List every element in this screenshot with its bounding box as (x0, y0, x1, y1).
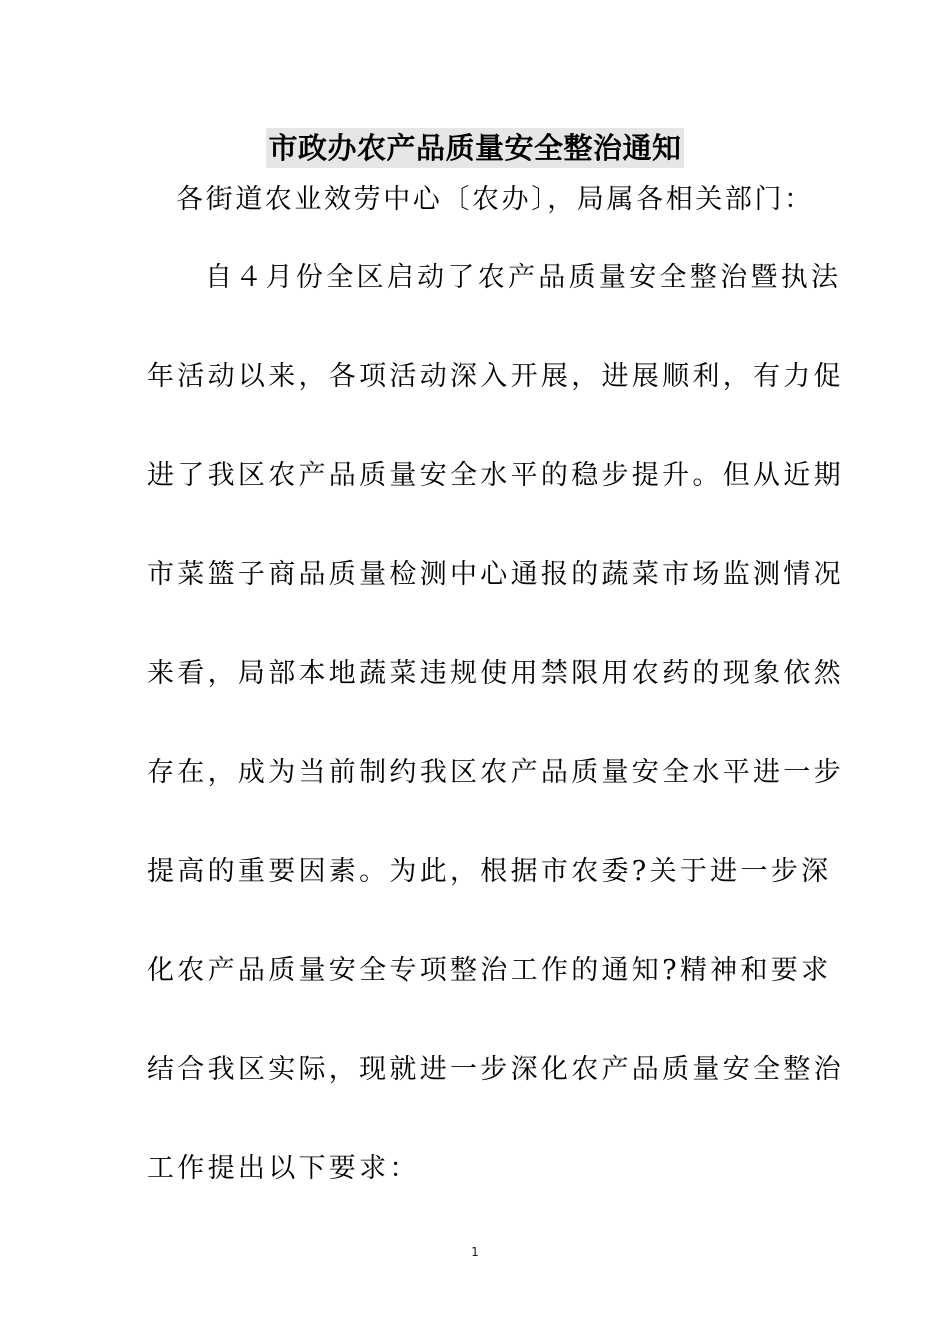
page-number: 1 (471, 1245, 479, 1259)
body-line-2: 年活动以来，各项活动深入开展，进展顺利，有力促 (147, 361, 844, 392)
body-line-7: 提高的重要因素。为此，根据市农委?关于进一步深 (147, 856, 832, 887)
body-line-5: 来看，局部本地蔬菜违规使用禁限用农药的现象依然 (147, 658, 844, 689)
salutation: 各街道农业效劳中心〔农办〕，局属各相关部门： (176, 184, 814, 215)
body-line-10: 工作提出以下要求： (147, 1153, 420, 1184)
body-line-4: 市菜篮子商品质量检测中心通报的蔬菜市场监测情况 (147, 559, 844, 590)
body-line-6: 存在，成为当前制约我区农产品质量安全水平进一步 (147, 757, 844, 788)
body-line-3: 进了我区农产品质量安全水平的稳步提升。但从近期 (147, 460, 844, 491)
document-title-text: 市政办农产品质量安全整治通知 (266, 128, 683, 168)
body-line-1: 自４月份全区启动了农产品质量安全整治暨执法 (205, 262, 842, 293)
body-line-9: 结合我区实际，现就进一步深化农产品质量安全整治 (147, 1054, 844, 1085)
body-line-8: 化农产品质量安全专项整治工作的通知?精神和要求 (147, 955, 832, 986)
document-title (0, 128, 950, 168)
